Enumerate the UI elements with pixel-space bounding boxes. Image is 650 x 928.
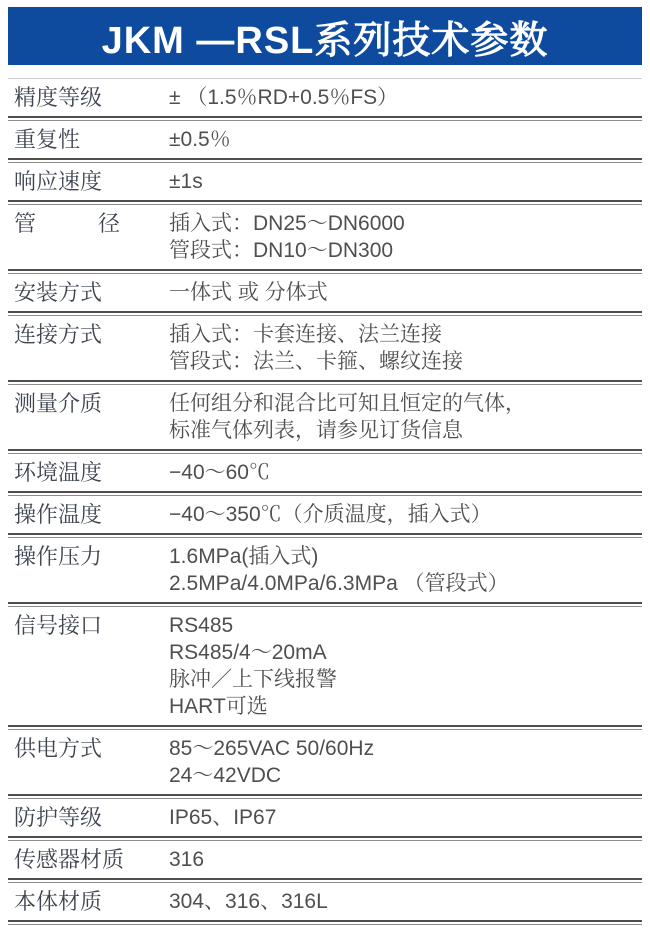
spec-row-label: 连接方式 (14, 322, 103, 347)
spec-row (8, 454, 642, 491)
spec-value-line: 1.6MPa(插入式) (169, 545, 319, 568)
spec-row (8, 163, 642, 200)
spec-value-line: ±1s (169, 170, 203, 193)
spec-row (8, 121, 642, 158)
spec-row (8, 316, 642, 380)
spec-row-values (169, 279, 642, 306)
spec-row (8, 730, 642, 794)
spec-value-line: IP65、IP67 (169, 806, 277, 829)
spec-value-line: −40～60℃ (169, 461, 270, 484)
spec-value-line: HART可选 (169, 695, 268, 718)
spec-table (8, 78, 642, 925)
row-separator (8, 920, 642, 925)
spec-row-label: 操作温度 (14, 502, 103, 527)
spec-value-line: 316 (169, 848, 205, 871)
spec-row-values (169, 84, 642, 111)
spec-row-label: 防护等级 (14, 805, 103, 830)
spec-row-label: 响应速度 (14, 169, 103, 194)
spec-value-line: 2.5MPa/4.0MPa/6.3MPa （管段式） (169, 572, 509, 595)
spec-value-line: 管段式：法兰、卡箍、螺纹连接 (169, 350, 463, 373)
spec-row-values (169, 210, 642, 264)
spec-value-line: 一体式 或 分体式 (169, 281, 328, 304)
spec-row-label: 安装方式 (14, 280, 103, 305)
spec-row-label: 操作压力 (14, 544, 103, 569)
spec-row-values (169, 735, 642, 789)
spec-row-values (169, 459, 642, 486)
spec-row-values (169, 888, 642, 915)
spec-value-line: 插入式：DN25～DN6000 (169, 212, 405, 235)
spec-row-values (169, 846, 642, 873)
spec-value-line: 304、316、316L (169, 890, 328, 913)
spec-row-values (169, 543, 642, 597)
spec-value-line: RS485/4～20mA (169, 641, 327, 664)
spec-value-line: 85～265VAC 50/60Hz (169, 737, 375, 760)
spec-row (8, 496, 642, 533)
spec-value-line: ± （1.5％RD+0.5％FS） (169, 86, 399, 109)
spec-row-label: 精度等级 (14, 85, 103, 110)
spec-row (8, 841, 642, 878)
spec-row-label: 管 径 (14, 211, 120, 236)
spec-row (8, 799, 642, 836)
spec-row (8, 385, 642, 449)
spec-row-label: 环境温度 (14, 460, 103, 485)
spec-row-values (169, 126, 642, 153)
spec-value-line: 24～42VDC (169, 764, 282, 787)
spec-row-values (169, 612, 642, 720)
spec-row (8, 538, 642, 602)
spec-row (8, 205, 642, 269)
title-bar (8, 7, 642, 65)
spec-row (8, 274, 642, 311)
spec-row-values (169, 168, 642, 195)
spec-row-label: 供电方式 (14, 736, 103, 761)
spec-row (8, 883, 642, 920)
spec-row (8, 607, 642, 725)
spec-row-label: 测量介质 (14, 391, 103, 416)
spec-row-values (169, 390, 642, 444)
spec-value-line: ±0.5％ (169, 128, 231, 151)
spec-row-label: 本体材质 (14, 889, 103, 914)
spec-row-values (169, 321, 642, 375)
spec-value-line: 插入式：卡套连接、法兰连接 (169, 323, 442, 346)
spec-row (8, 79, 642, 116)
spec-row-label: 传感器材质 (14, 847, 125, 872)
spec-row-label: 信号接口 (14, 613, 103, 638)
spec-value-line: 脉冲／上下线报警 (169, 668, 337, 691)
spec-value-line: RS485 (169, 614, 234, 637)
spec-row-values (169, 501, 642, 528)
spec-row-label: 重复性 (14, 127, 81, 152)
spec-value-line: 管段式：DN10～DN300 (169, 239, 394, 262)
spec-value-line: −40～350℃（介质温度，插入式） (169, 503, 492, 526)
spec-row-values (169, 804, 642, 831)
page-title: JKM —RSL系列技术参数 (101, 19, 549, 62)
spec-value-line: 标准气体列表，请参见订货信息 (169, 419, 463, 442)
spec-value-line: 任何组分和混合比可知且恒定的气体， (169, 392, 526, 415)
